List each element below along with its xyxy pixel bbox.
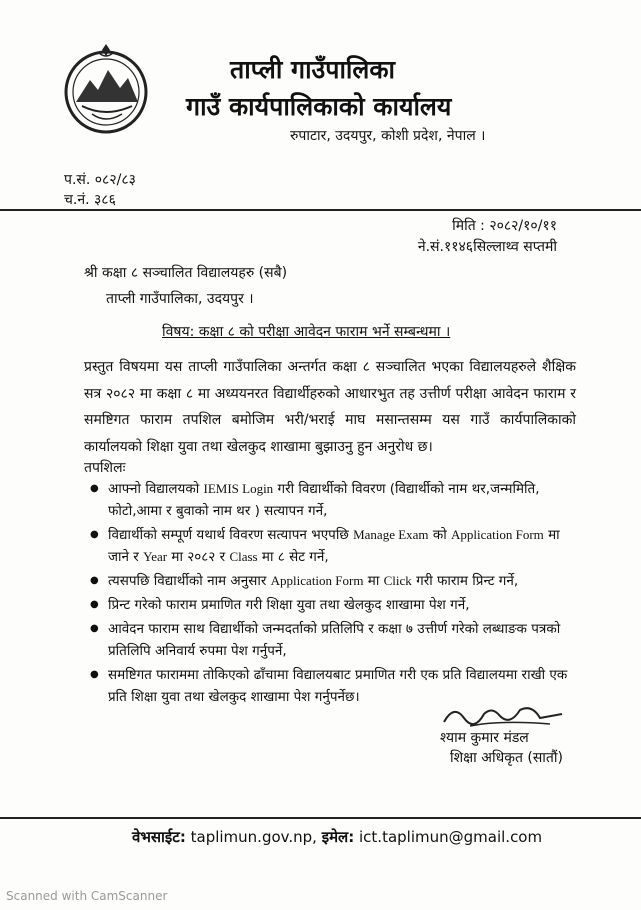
footer-divider — [0, 817, 641, 819]
subject-line: विषय: कक्षा ८ को परीक्षा आवेदन फाराम भर्ने सम्बन्धमा । — [162, 324, 451, 340]
fiscal-year-ref: प.सं. ०८२/८३ — [64, 172, 136, 188]
dispatch-number: च.नं. ३८६ — [64, 192, 116, 208]
date-line: मिति : २०८२/१०/११ — [452, 218, 557, 234]
website-link[interactable]: taplimun.gov.np, — [190, 828, 317, 846]
date-block — [418, 216, 557, 256]
nepal-sambat-date: ने.सं.११४६सिल्लाथ्व सप्तमी — [417, 239, 557, 255]
details-heading: तपशिलः — [84, 460, 126, 476]
addressee-line2: ताप्ली गाउँपालिका, उदयपुर । — [106, 291, 254, 307]
scanner-watermark: Scanned with CamScanner — [6, 889, 168, 903]
office-title-line1: ताप्ली गाउँपालिका — [230, 55, 396, 84]
footer-contact — [132, 827, 542, 847]
email-label: इमेल: — [321, 828, 355, 846]
body-paragraph: प्रस्तुत विषयमा यस ताप्ली गाउँपालिका अन्तर्गत कक्षा ८ सञ्चालित भएका विद्यालयहरुले शैक्षिक सत्र २०८२ मा कक्षा ८ मा अध्ययनरत विद्यार्थीहरुको आधारभुत तह उत्तीर्ण परीक्षा आवेदन फाराम र समष्टिगत फाराम तपशिल बमोजिम भरी/भराई माघ मसान्तसम्म यस गाउँ कार्यपालिकाको कार्यालयको शिक्षा युवा तथा खेलकुद शाखामा बुझाउनु हुन अनुरोध छ। — [84, 359, 576, 455]
email-link[interactable]: ict.taplimun@gmail.com — [359, 828, 543, 846]
list-item: ● समष्टिगत फाराममा तोकिएको ढाँचामा विद्यालयबाट प्रमाणित गरी एक प्रति विद्यालयमा राखी एक प्रति शिक्षा युवा तथा खेलकुद शाखामा पेश गर्नुपर्नेछ। — [84, 664, 576, 708]
signature-mark — [440, 700, 570, 730]
list-item: ● त्यसपछि विद्यार्थीको नाम अनुसार Application Form मा Click गरी फाराम प्रिन्ट गर्ने, — [84, 570, 576, 592]
nepal-emblem-icon — [62, 44, 150, 136]
addressee-line1: श्री कक्षा ८ सञ्चालित विद्यालयहरु (सबै) — [84, 265, 288, 281]
list-item: ● प्रिन्ट गरेको फाराम प्रमाणित गरी शिक्षा युवा तथा खेलकुद शाखामा पेश गर्ने, — [84, 594, 576, 616]
signatory-title: शिक्षा अधिकृत (सातौं) — [450, 750, 563, 766]
office-address: रुपाटार, उदयपुर, कोशी प्रदेश, नेपाल । — [290, 128, 486, 144]
list-item: ● आवेदन फाराम साथ विद्यार्थीको जन्मदर्ताको प्रतिलिपि र कक्षा ७ उत्तीर्ण गरेको लब्धाङक पत्रको प्रतिलिपि अनिवार्य रुपमा पेश गर्नुपर्ने, — [84, 618, 576, 662]
website-label: वेभसाईट: — [132, 828, 186, 846]
addressee-block — [84, 260, 287, 312]
office-title-line2: गाउँ कार्यपालिकाको कार्यालय — [186, 92, 452, 121]
list-item: ● आफ्नो विद्यालयको IEMIS Login गरी विद्यार्थीको विवरण (विद्यार्थीको नाम थर,जन्ममिति, फोटो,आमा र बुवाको नाम थर ) सत्यापन गर्ने, — [84, 478, 576, 522]
list-item: ● विद्यार्थीको सम्पूर्ण यथार्थ विवरण सत्यापन भएपछि Manage Exam को Application Form मा जाने र Year मा २०८२ र Class मा ८ सेट गर्ने, — [84, 524, 576, 568]
signatory-name: श्याम कुमार मंडल — [440, 730, 529, 746]
details-list — [84, 478, 576, 710]
header-divider — [0, 209, 641, 211]
